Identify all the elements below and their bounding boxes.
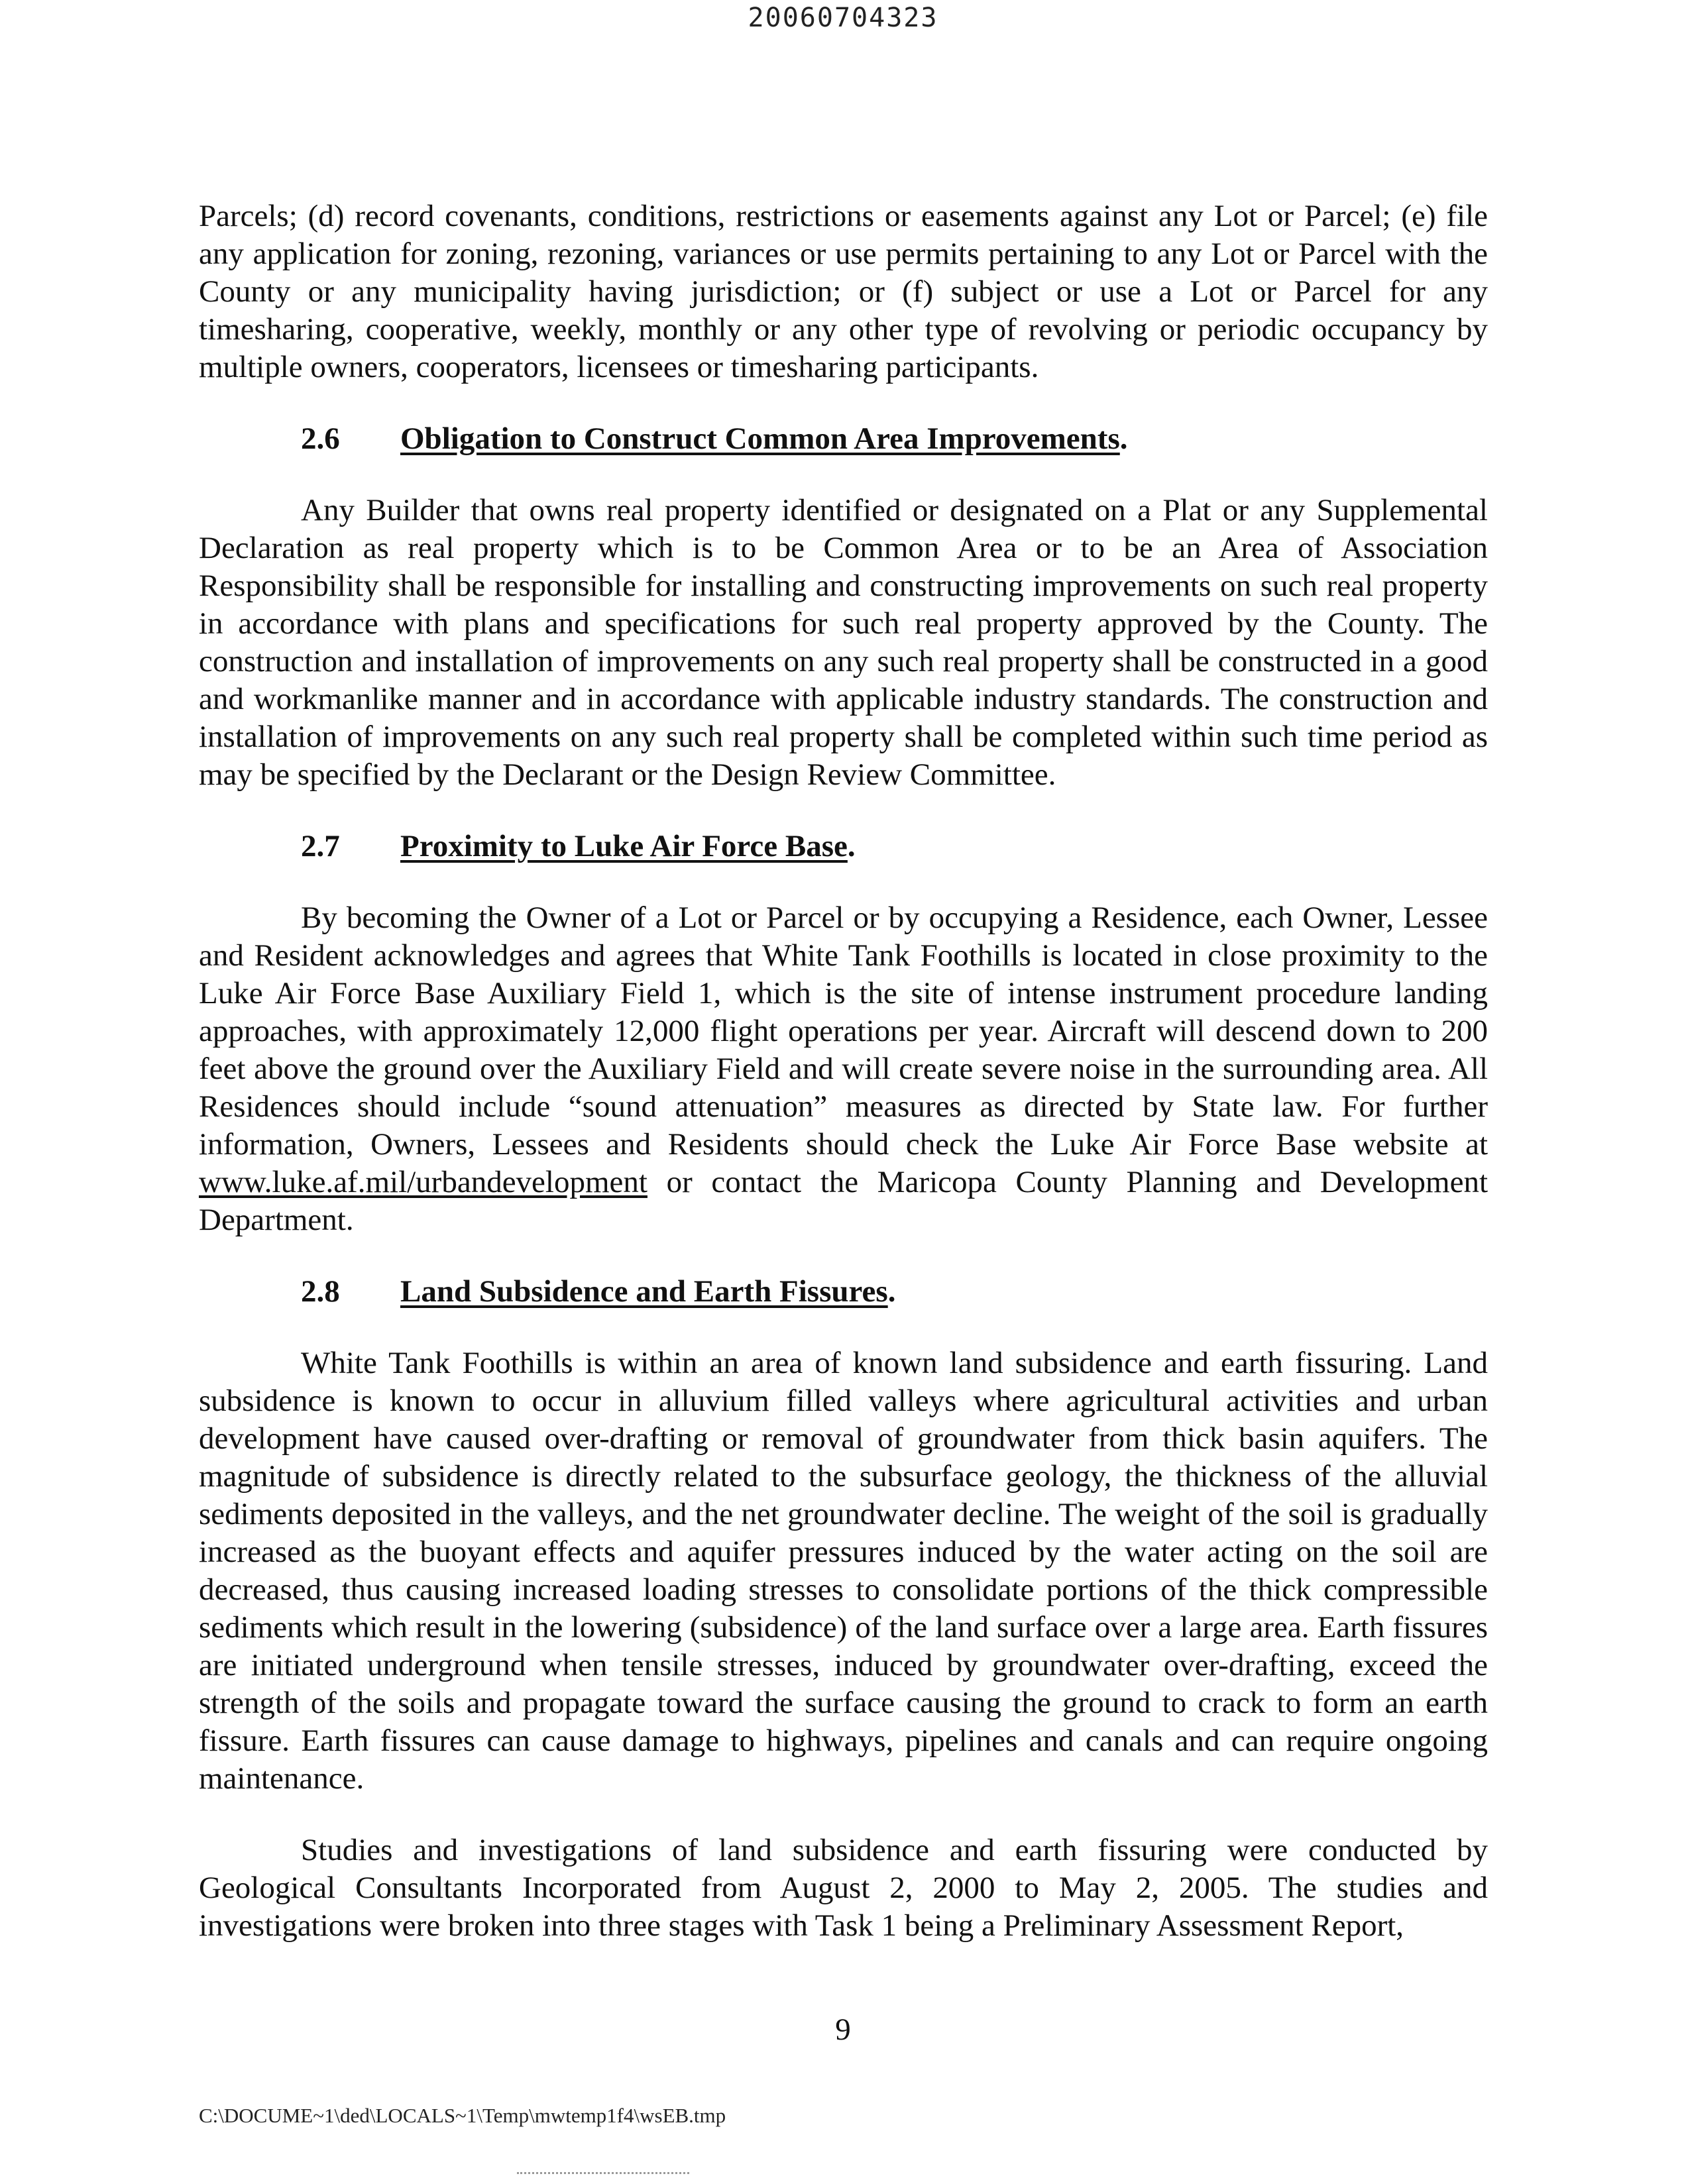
page-body — [199, 197, 1488, 1945]
section-title: Obligation to Construct Common Area Improvements — [400, 421, 1120, 456]
document-number: 20060704323 — [748, 3, 938, 33]
section-title: Land Subsidence and Earth Fissures — [400, 1274, 888, 1309]
section-number: 2.7 — [301, 829, 340, 863]
section-2-7-paragraph — [199, 899, 1488, 1239]
scan-artifact-divider — [517, 2172, 689, 2176]
section-heading-2-8: 2.8 Land Subsidence and Earth Fissures. — [199, 1273, 1488, 1311]
section-2-7-text-after-link: or contact the Maricopa County Planning and Development Department. — [199, 1165, 1489, 1237]
luke-website-link[interactable]: www.luke.af.mil/urbandevelopment — [199, 1165, 647, 1199]
intro-paragraph: Parcels; (d) record covenants, conditions, restrictions or easements against any Lot or Parcel; (e) file any application for zoning, rezoning, variances or use permits pertaining to any Lot or Parcel with the County or any municipality having jurisdiction; or (f) subject or use a Lot or Parcel for any timesharing, cooperative, weekly, monthly or any other type of revolving or periodic occupancy by multiple owners, cooperators, licensees or timesharing participants. — [199, 199, 1488, 384]
section-2-7-text-before-link: By becoming the Owner of a Lot or Parcel or by occupying a Residence, each Owner, Lessee and Resident acknowledges and agrees that White Tank Foothills is located in close proximity to the Luke Air Force Base Auxiliary Field 1, which is the site of intense instrument procedure landing approaches, with approximately 12,000 flight operations per year. Aircraft will descend down to 200 feet above the ground over the Auxiliary Field and will create severe noise in the surrounding area. All Residences should include “sound attenuation” measures as directed by State law. For further information, Owners, Lessees and Residents should check the Luke Air Force Base website at — [199, 901, 1488, 1162]
page-number: 9 — [835, 2012, 851, 2047]
section-2-8-paragraph-1: White Tank Foothills is within an area of known land subsidence and earth fissuring. Land subsidence is known to occur in alluvium filled valleys where agricultural activities and urban development have caused over-drafting or removal of groundwater from thick basin aquifers. The magnitude of subsidence is directly related to the subsurface geology, the thickness of the alluvial sediments deposited in the valleys, and the net groundwater decline. The weight of the soil is gradually increased as the buoyant effects and aquifer pressures induced by the water acting on the soil are decreased, thus causing increased loading stresses to consolidate portions of the thick compressible sediments which result in the lowering (subsidence) of the land surface over a large area. Earth fissures are initiated underground when tensile stresses, induced by groundwater over-drafting, exceed the strength of the soils and propagate toward the surface causing the ground to crack to form an earth fissure. Earth fissures can cause damage to highways, pipelines and canals and can require ongoing maintenance. — [199, 1346, 1488, 1796]
section-title: Proximity to Luke Air Force Base — [400, 829, 848, 863]
section-2-6-paragraph: Any Builder that owns real property identified or designated on a Plat or any Supplemental Declaration as real property which is to be Common Area or to be an Area of Association Responsibility shall be responsible for installing and constructing improvements on such real property in accordance with plans and specifications for such real property approved by the County. The construction and installation of improvements on any such real property shall be constructed in a good and workmanlike manner and in accordance with applicable industry standards. The construction and installation of improvements on any such real property shall be completed within such time period as may be specified by the Declarant or the Design Review Committee. — [199, 493, 1488, 792]
section-heading-2-6: 2.6 Obligation to Construct Common Area Improvements. — [199, 420, 1488, 458]
section-heading-2-7: 2.7 Proximity to Luke Air Force Base. — [199, 828, 1488, 865]
section-number: 2.6 — [301, 421, 340, 456]
section-2-8-paragraph-2: Studies and investigations of land subsidence and earth fissuring were conducted by Geological Consultants Incorporated from August 2, 2000 to May 2, 2005. The studies and investigations were broken into three stages with Task 1 being a Preliminary Assessment Report, — [199, 1833, 1488, 1943]
file-path: C:\DOCUME~1\ded\LOCALS~1\Temp\mwtemp1f4\wsEB.tmp — [199, 2104, 726, 2127]
section-number: 2.8 — [301, 1274, 340, 1309]
